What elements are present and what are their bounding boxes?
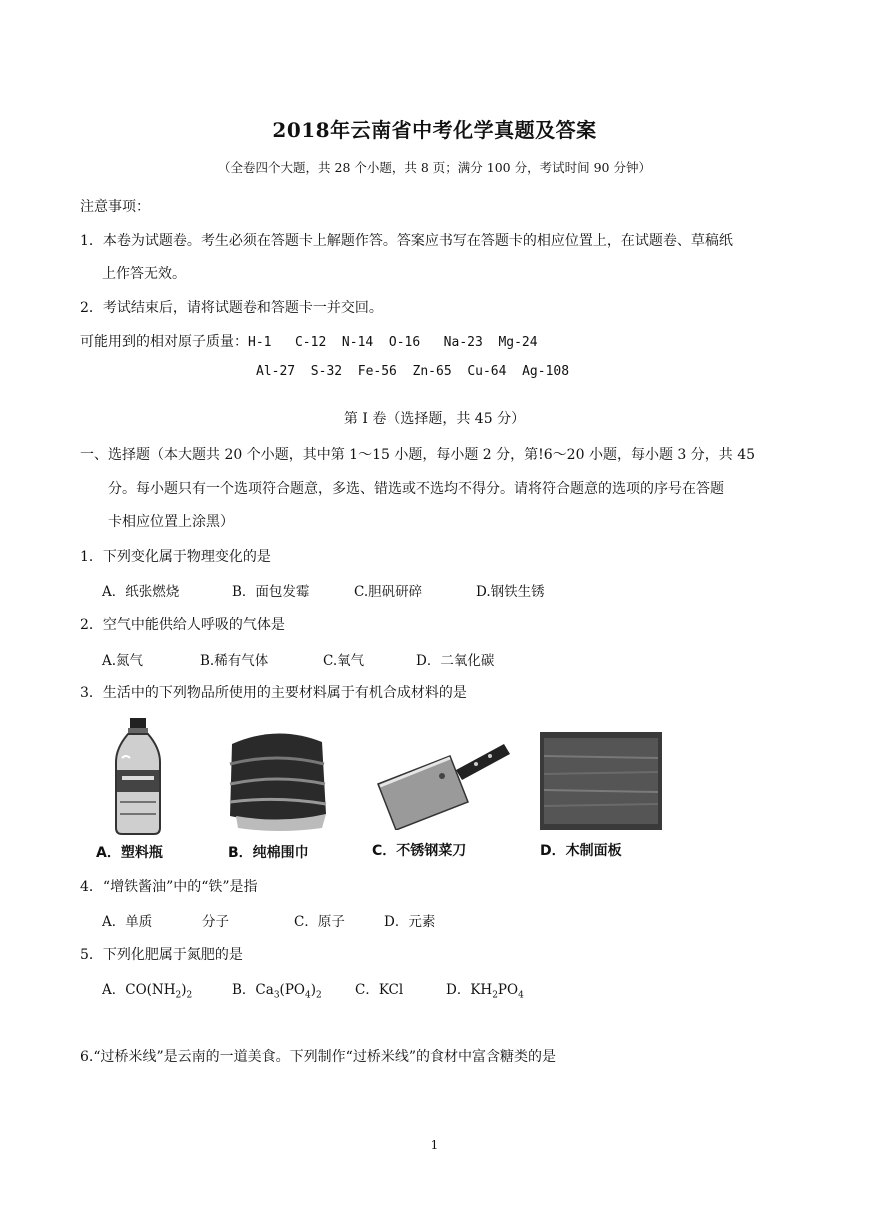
q5-option-b: B．$Ca_3(PO_4)_2$ (232, 982, 322, 1001)
q4-option-d: D．元素 (384, 914, 436, 930)
question-2-stem: 2．空气中能供给人呼吸的气体是 (80, 617, 285, 633)
q5-option-d: D．$KH_2PO_4$ (446, 982, 524, 1001)
atomic-mass-line1: H-1 C-12 N-14 O-16 Na-23 Mg-24 (248, 335, 538, 350)
plastic-bottle-image (108, 718, 168, 836)
part1-instructions-cont1: 分。每小题只有一个选项符合题意，多选、错选或不选均不得分。请将符合题意的选项的序号在答题 (108, 481, 724, 497)
kitchen-knife-image (372, 730, 512, 830)
question-3-stem: 3．生活中的下列物品所使用的主要材料属于有机合成材料的是 (80, 685, 467, 701)
page-number: 1 (430, 1138, 439, 1152)
q2-option-b: B.稀有气体 (200, 653, 269, 669)
q1-option-c: C.胆矾研碎 (354, 584, 423, 600)
q2-option-c: C.氧气 (323, 653, 365, 669)
page-title: 2018年云南省中考化学真题及答案 (272, 118, 597, 142)
atomic-mass-line2: Al-27 S-32 Fe-56 Zn-65 Cu-64 Ag-108 (256, 364, 570, 379)
cotton-scarf-image (222, 724, 332, 834)
q3-option-a: A．塑料瓶 (96, 845, 163, 861)
part1-instructions-cont2: 卡相应位置上涂黑） (108, 514, 234, 530)
notice-1-cont: 上作答无效。 (102, 266, 186, 282)
question-1-stem: 1．下列变化属于物理变化的是 (80, 549, 271, 565)
section-heading: 第 I 卷（选择题，共 45 分） (343, 411, 526, 427)
q4-option-b: 分子 (202, 914, 229, 930)
part1-instructions: 一、选择题（本大题共 20 个小题，其中第 1～15 小题，每小题 2 分，第!6～20 小题，每小题 3 分，共 45 (80, 447, 756, 463)
q4-option-a: A．单质 (102, 914, 153, 930)
q1-option-a: A．纸张燃烧 (102, 584, 180, 600)
q4-option-c: C．原子 (294, 914, 345, 930)
q3-option-c: C．不锈钢菜刀 (372, 843, 467, 859)
question-4-stem: 4．“增铁酱油”中的“铁”是指 (80, 879, 258, 895)
notice-2: 2．考试结束后，请将试题卷和答题卡一并交回。 (80, 300, 383, 316)
question-6-stem: 6.“过桥米线”是云南的一道美食。下列制作“过桥米线”的食材中富含糖类的是 (80, 1049, 556, 1065)
atomic-mass-label: 可能用到的相对原子质量：H-1 C-12 N-14 O-16 Na-23 Mg-24 (80, 334, 538, 350)
wooden-board-image (540, 732, 662, 830)
q1-option-b: B．面包发霉 (232, 584, 310, 600)
question-5-stem: 5．下列化肥属于氮肥的是 (80, 947, 243, 963)
q3-option-d: D．木制面板 (540, 843, 622, 859)
notice-heading: 注意事项： (80, 199, 150, 215)
exam-info: （全卷四个大题，共 28 个小题，共 8 页；满分 100 分，考试时间 90 分钟） (218, 160, 651, 175)
q2-option-d: D．二氧化碳 (416, 653, 495, 669)
q3-option-b: B．纯棉围巾 (228, 845, 309, 861)
q2-option-a: A.氮气 (102, 653, 144, 669)
notice-1: 1．本卷为试题卷。考生必须在答题卡上解题作答。答案应书写在答题卡的相应位置上，在试题卷、草稿纸 (80, 233, 733, 249)
q5-option-c: C．KCl (355, 982, 404, 998)
q5-option-a: A．$CO(NH_2)_2$ (102, 982, 193, 1001)
q1-option-d: D.钢铁生锈 (476, 584, 545, 600)
